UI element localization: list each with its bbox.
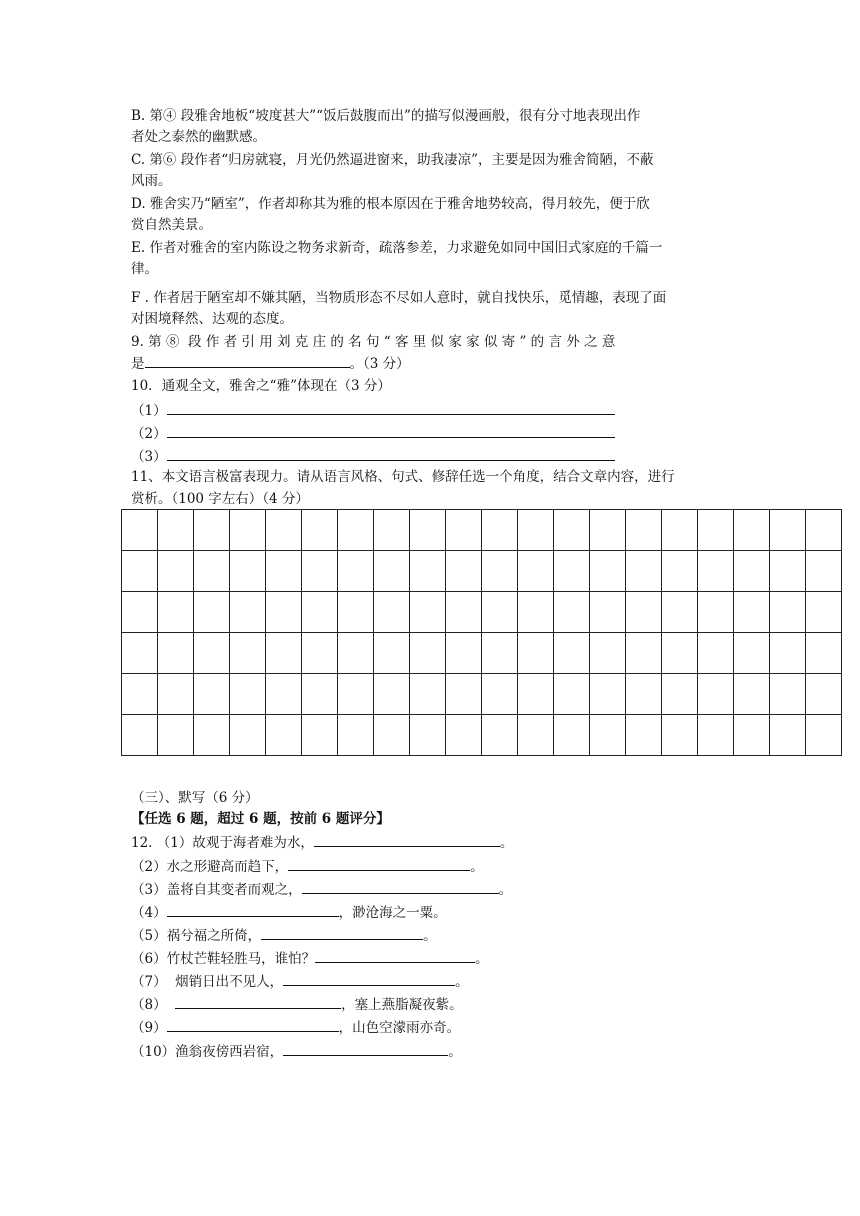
grid-row	[122, 592, 842, 633]
q12-answer-blank-6[interactable]	[315, 948, 475, 963]
grid-cell[interactable]	[158, 592, 194, 633]
grid-cell[interactable]	[518, 674, 554, 715]
q12-item-10	[131, 1041, 729, 1062]
grid-cell[interactable]	[266, 592, 302, 633]
q12-item-suffix: 。	[475, 951, 489, 967]
q10-answer-blank-1[interactable]	[167, 400, 615, 415]
essay-answer-grid[interactable]	[121, 509, 842, 756]
q12-item-suffix: 。	[423, 928, 437, 944]
grid-cell[interactable]	[554, 715, 590, 756]
grid-cell[interactable]	[698, 510, 734, 551]
q12-answer-blank-1[interactable]	[314, 832, 500, 847]
q12-item-suffix: ，山色空濛雨亦奇。	[338, 1020, 461, 1036]
grid-cell[interactable]	[194, 551, 230, 592]
grid-cell[interactable]	[554, 592, 590, 633]
q12-answer-blank-2[interactable]	[288, 856, 470, 871]
grid-cell[interactable]	[122, 551, 158, 592]
q12-answer-blank-10[interactable]	[283, 1041, 448, 1056]
grid-cell[interactable]	[302, 633, 338, 674]
option-d-line1: D. 雅舍实乃“陋室”，作者却称其为雅的根本原因在于雅舍地势较高，得月较先，便于欣	[131, 196, 650, 212]
q10-answer-blank-2[interactable]	[167, 423, 615, 438]
grid-cell[interactable]	[626, 674, 662, 715]
grid-cell[interactable]	[662, 551, 698, 592]
grid-row	[122, 633, 842, 674]
grid-cell[interactable]	[374, 551, 410, 592]
grid-cell[interactable]	[338, 633, 374, 674]
grid-cell[interactable]	[338, 551, 374, 592]
q12-item-suffix: 。	[498, 882, 513, 898]
q12-item-4	[131, 902, 729, 923]
grid-cell[interactable]	[446, 633, 482, 674]
grid-cell[interactable]	[698, 592, 734, 633]
q12-item-prefix: （8）	[131, 997, 176, 1013]
q12-answer-blank-5[interactable]	[261, 925, 423, 940]
grid-row	[122, 551, 842, 592]
q12-item-suffix: 。	[455, 974, 469, 990]
q10-item-1	[131, 400, 729, 421]
grid-cell[interactable]	[446, 510, 482, 551]
grid-cell[interactable]	[158, 510, 194, 551]
q12-item-prefix: （6）竹杖芒鞋轻胜马，谁怕？	[131, 951, 316, 967]
grid-cell[interactable]	[590, 715, 626, 756]
grid-cell[interactable]	[302, 674, 338, 715]
q12-item-9	[131, 1017, 729, 1038]
q12-item-suffix: ，渺沧海之一粟。	[338, 905, 447, 921]
option-e-line1: E. 作者对雅舍的室内陈设之物务求新奇，疏落参差，力求避免如同中国旧式家庭的千篇一	[131, 240, 663, 256]
q12-item-prefix: 12. （1）故观于海者难为水，	[131, 835, 314, 851]
grid-cell[interactable]	[446, 674, 482, 715]
grid-cell[interactable]	[410, 715, 446, 756]
grid-cell[interactable]	[374, 592, 410, 633]
q12-answer-blank-4[interactable]	[167, 902, 339, 917]
option-d-line2: 赏自然美景。	[131, 217, 212, 233]
q12-answer-blank-9[interactable]	[167, 1017, 339, 1032]
grid-cell[interactable]	[482, 715, 518, 756]
grid-cell[interactable]	[734, 510, 770, 551]
grid-cell[interactable]	[230, 674, 266, 715]
grid-cell[interactable]	[410, 633, 446, 674]
grid-cell[interactable]	[266, 715, 302, 756]
grid-cell[interactable]	[734, 674, 770, 715]
q9-line1: 9. 第 ⑧ 段 作 者 引 用 刘 克 庄 的 名 句 “ 客 里 似 家 家 似 寄 ” 的 言 外 之 意	[131, 334, 616, 350]
grid-cell[interactable]	[446, 592, 482, 633]
grid-cell[interactable]	[770, 633, 806, 674]
grid-cell[interactable]	[302, 510, 338, 551]
grid-cell[interactable]	[734, 633, 770, 674]
grid-cell[interactable]	[482, 674, 518, 715]
grid-cell[interactable]	[518, 592, 554, 633]
q10-item-label: （1）	[131, 403, 167, 419]
grid-cell[interactable]	[518, 551, 554, 592]
q9-answer-blank[interactable]	[145, 353, 350, 368]
grid-cell[interactable]	[806, 592, 842, 633]
grid-cell[interactable]	[806, 551, 842, 592]
grid-cell[interactable]	[446, 551, 482, 592]
grid-cell[interactable]	[518, 510, 554, 551]
grid-cell[interactable]	[230, 592, 266, 633]
grid-cell[interactable]	[194, 674, 230, 715]
grid-cell[interactable]	[734, 715, 770, 756]
grid-cell[interactable]	[158, 715, 194, 756]
q10-answer-blank-3[interactable]	[167, 446, 615, 461]
option-c-line1: C. 第⑥ 段作者“归房就寝，月光仍然逼进窗来，助我凄凉”，主要是因为雅舍简陋，不蔽	[131, 152, 654, 168]
q12-item-2	[131, 856, 729, 877]
q10-item-3	[131, 446, 729, 467]
grid-cell[interactable]	[554, 551, 590, 592]
grid-cell[interactable]	[590, 551, 626, 592]
option-b-line2: 者处之泰然的幽默感。	[131, 129, 266, 145]
option-f-line1: F . 作者居于陋室却不嫌其陋，当物质形态不尽如人意时，就自找快乐，觅情趣，表现了面	[131, 290, 667, 306]
q12-item-prefix: （5）祸兮福之所倚，	[131, 928, 262, 944]
q12-item-8	[131, 994, 729, 1015]
grid-cell[interactable]	[662, 510, 698, 551]
grid-cell[interactable]	[770, 715, 806, 756]
grid-cell[interactable]	[518, 715, 554, 756]
grid-cell[interactable]	[626, 551, 662, 592]
grid-cell[interactable]	[158, 551, 194, 592]
grid-cell[interactable]	[590, 510, 626, 551]
grid-cell[interactable]	[698, 551, 734, 592]
grid-cell[interactable]	[770, 592, 806, 633]
grid-cell[interactable]	[302, 592, 338, 633]
grid-cell[interactable]	[338, 592, 374, 633]
option-f-line2: 对困境释然、达观的态度。	[131, 311, 293, 327]
grid-cell[interactable]	[194, 633, 230, 674]
option-e-line2: 律。	[131, 261, 158, 277]
grid-cell[interactable]	[770, 510, 806, 551]
grid-cell[interactable]	[626, 633, 662, 674]
grid-row	[122, 715, 842, 756]
grid-cell[interactable]	[698, 633, 734, 674]
grid-cell[interactable]	[662, 715, 698, 756]
q10-item-label: （3）	[131, 449, 167, 465]
grid-cell[interactable]	[266, 674, 302, 715]
grid-cell[interactable]	[302, 551, 338, 592]
grid-cell[interactable]	[410, 510, 446, 551]
grid-row	[122, 674, 842, 715]
q12-item-6	[131, 948, 729, 969]
q10-item-label: （2）	[131, 426, 167, 442]
q9-suffix: 。（3 分）	[349, 356, 410, 372]
grid-cell[interactable]	[590, 633, 626, 674]
grid-cell[interactable]	[482, 510, 518, 551]
grid-cell[interactable]	[374, 633, 410, 674]
grid-cell[interactable]	[230, 633, 266, 674]
grid-cell[interactable]	[806, 510, 842, 551]
grid-cell[interactable]	[590, 592, 626, 633]
grid-cell[interactable]	[374, 510, 410, 551]
grid-cell[interactable]	[230, 510, 266, 551]
grid-cell[interactable]	[230, 715, 266, 756]
q12-item-3	[131, 879, 729, 900]
grid-cell[interactable]	[122, 592, 158, 633]
option-c-line2: 风雨。	[131, 173, 172, 189]
grid-cell[interactable]	[374, 715, 410, 756]
grid-cell[interactable]	[338, 510, 374, 551]
grid-cell[interactable]	[590, 674, 626, 715]
grid-cell[interactable]	[626, 592, 662, 633]
grid-cell[interactable]	[554, 674, 590, 715]
grid-cell[interactable]	[626, 510, 662, 551]
grid-cell[interactable]	[374, 674, 410, 715]
q12-answer-blank-7[interactable]	[283, 971, 455, 986]
q10-item-2	[131, 423, 729, 444]
q12-item-suffix: 。	[470, 859, 484, 875]
q11-line2: 赏析。（100 字左右）（4 分）	[131, 491, 309, 507]
q12-item-1	[131, 832, 729, 853]
grid-cell[interactable]	[806, 715, 842, 756]
grid-cell[interactable]	[662, 674, 698, 715]
grid-cell[interactable]	[122, 715, 158, 756]
grid-cell[interactable]	[518, 633, 554, 674]
q12-answer-blank-8[interactable]	[175, 994, 341, 1009]
q12-item-suffix: ，塞上燕脂凝夜紫。	[341, 997, 463, 1013]
grid-cell[interactable]	[230, 551, 266, 592]
grid-cell[interactable]	[626, 715, 662, 756]
q12-item-prefix: （2）水之形避高而趋下，	[131, 859, 289, 875]
grid-cell[interactable]	[266, 551, 302, 592]
grid-cell[interactable]	[698, 715, 734, 756]
section3-note: 【任选 6 题，超过 6 题，按前 6 题评分】	[131, 811, 390, 827]
q12-item-prefix: （3）盖将自其变者而观之，	[131, 882, 302, 898]
grid-cell[interactable]	[158, 633, 194, 674]
grid-cell[interactable]	[446, 715, 482, 756]
grid-cell[interactable]	[734, 592, 770, 633]
q12-item-prefix: （7） 烟销日出不见人，	[131, 974, 284, 990]
grid-cell[interactable]	[194, 592, 230, 633]
q12-item-prefix: （10）渔翁夜傍西岩宿，	[131, 1044, 284, 1060]
grid-cell[interactable]	[338, 715, 374, 756]
q9-prefix: 是	[131, 356, 145, 372]
grid-cell[interactable]	[122, 674, 158, 715]
q10-title: 10．通观全文，雅舍之“雅”体现在（3 分）	[131, 378, 391, 394]
grid-cell[interactable]	[698, 674, 734, 715]
grid-cell[interactable]	[482, 633, 518, 674]
grid-cell[interactable]	[482, 592, 518, 633]
q12-answer-blank-3[interactable]	[302, 879, 499, 894]
grid-cell[interactable]	[122, 633, 158, 674]
q12-item-5	[131, 925, 729, 946]
grid-cell[interactable]	[770, 674, 806, 715]
grid-cell[interactable]	[338, 674, 374, 715]
q12-item-7	[131, 971, 729, 992]
grid-cell[interactable]	[554, 633, 590, 674]
q12-item-prefix: （4）	[131, 905, 167, 921]
q12-item-suffix: 。	[499, 835, 514, 851]
grid-cell[interactable]	[662, 633, 698, 674]
grid-cell[interactable]	[266, 633, 302, 674]
grid-cell[interactable]	[266, 510, 302, 551]
grid-cell[interactable]	[194, 715, 230, 756]
grid-cell[interactable]	[806, 674, 842, 715]
grid-cell[interactable]	[806, 633, 842, 674]
grid-cell[interactable]	[410, 674, 446, 715]
grid-cell[interactable]	[770, 551, 806, 592]
q11-line1: 11、本文语言极富表现力。请从语言风格、句式、修辞任选一个角度，结合文章内容，进行	[131, 469, 675, 485]
q12-item-suffix: 。	[448, 1044, 462, 1060]
grid-row	[122, 510, 842, 551]
grid-cell[interactable]	[122, 510, 158, 551]
grid-cell[interactable]	[554, 510, 590, 551]
q12-item-prefix: （9）	[131, 1020, 167, 1036]
grid-cell[interactable]	[410, 551, 446, 592]
option-b-line1: B. 第④ 段雅舍地板“坡度甚大”“饭后鼓腹而出”的描写似漫画般，很有分寸地表现出作	[131, 108, 641, 124]
grid-cell[interactable]	[734, 551, 770, 592]
grid-cell[interactable]	[302, 715, 338, 756]
grid-cell[interactable]	[662, 592, 698, 633]
grid-cell[interactable]	[194, 510, 230, 551]
grid-cell[interactable]	[410, 592, 446, 633]
section3-title: （三）、默写（6 分）	[131, 790, 259, 806]
q9-line2	[131, 353, 729, 374]
grid-cell[interactable]	[482, 551, 518, 592]
grid-cell[interactable]	[158, 674, 194, 715]
